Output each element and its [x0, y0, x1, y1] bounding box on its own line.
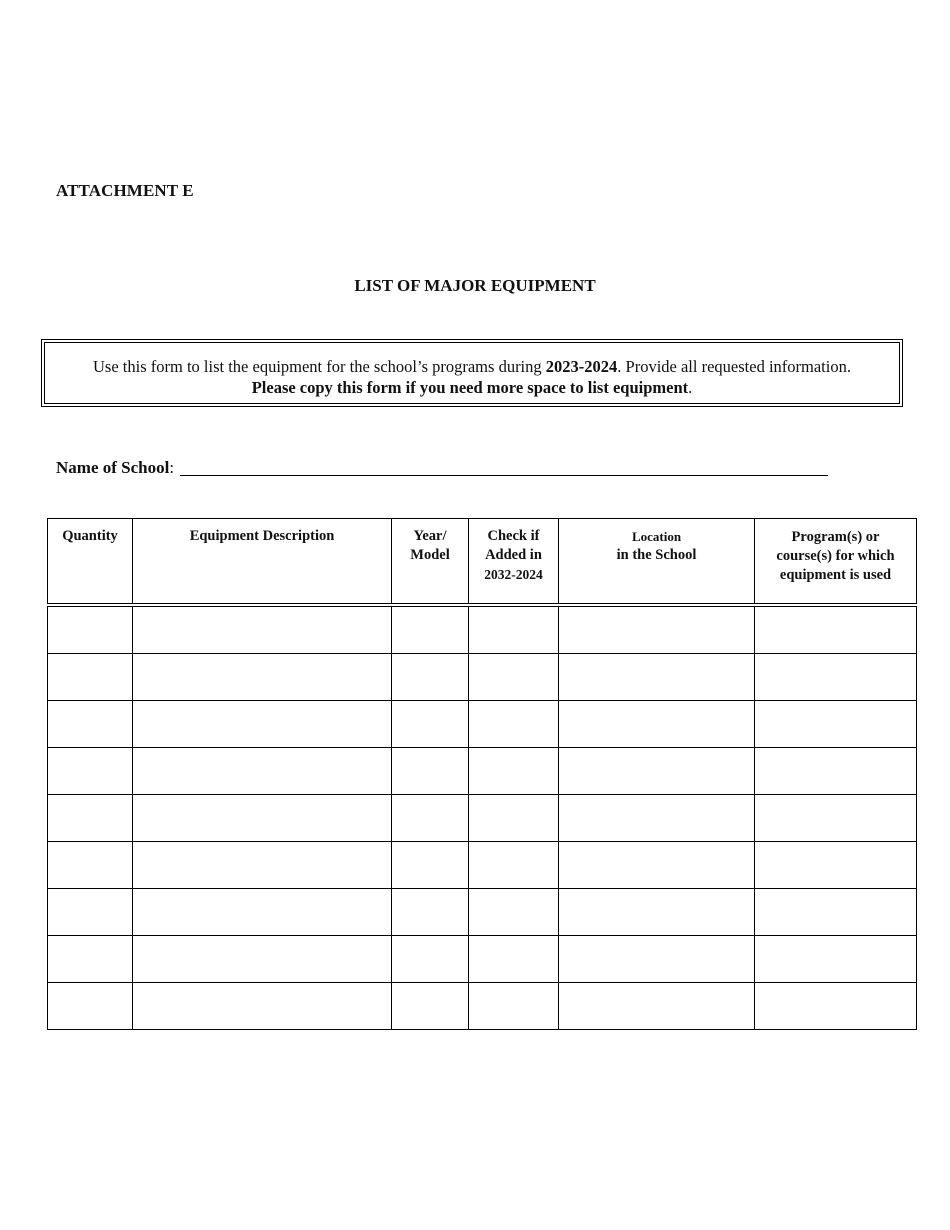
cell-year-model	[392, 982, 469, 1029]
programs-input[interactable]	[755, 654, 916, 700]
cell-check-added	[469, 700, 559, 747]
cell-description	[133, 700, 392, 747]
cell-location	[559, 700, 755, 747]
cell-programs	[755, 605, 917, 654]
cell-location	[559, 605, 755, 654]
check-added-input[interactable]	[469, 607, 558, 653]
check-added-input[interactable]	[469, 983, 558, 1029]
programs-input[interactable]	[755, 936, 916, 982]
cell-description	[133, 982, 392, 1029]
cell-year-model	[392, 653, 469, 700]
cell-check-added	[469, 653, 559, 700]
instructions-line-2: Please copy this form if you need more space to list equipment.	[251, 378, 693, 397]
location-input[interactable]	[559, 701, 754, 747]
location-input[interactable]	[559, 983, 754, 1029]
location-input[interactable]	[559, 748, 754, 794]
table-row	[48, 747, 917, 794]
cell-check-added	[469, 935, 559, 982]
cell-programs	[755, 653, 917, 700]
header-quantity: Quantity	[48, 519, 133, 605]
cell-year-model	[392, 700, 469, 747]
cell-location	[559, 794, 755, 841]
cell-quantity	[48, 700, 133, 747]
cell-description	[133, 653, 392, 700]
cell-quantity	[48, 982, 133, 1029]
school-name-input[interactable]	[180, 455, 828, 476]
description-input[interactable]	[133, 983, 391, 1029]
table-row	[48, 700, 917, 747]
cell-quantity	[48, 888, 133, 935]
quantity-input[interactable]	[48, 701, 132, 747]
location-input[interactable]	[559, 842, 754, 888]
year-model-input[interactable]	[392, 936, 468, 982]
instructions-text	[45, 356, 899, 398]
year-model-input[interactable]	[392, 842, 468, 888]
cell-year-model	[392, 935, 469, 982]
cell-programs	[755, 841, 917, 888]
cell-check-added	[469, 841, 559, 888]
school-name-label: Name of School	[56, 458, 170, 477]
description-input[interactable]	[133, 842, 391, 888]
cell-year-model	[392, 605, 469, 654]
cell-quantity	[48, 653, 133, 700]
header-location: Location in the School	[559, 519, 755, 605]
cell-description	[133, 794, 392, 841]
equipment-table-body	[48, 605, 917, 1030]
description-input[interactable]	[133, 607, 391, 653]
check-added-input[interactable]	[469, 795, 558, 841]
description-input[interactable]	[133, 654, 391, 700]
cell-programs	[755, 935, 917, 982]
header-programs: Program(s) or course(s) for which equipment is used	[755, 519, 917, 605]
cell-programs	[755, 794, 917, 841]
cell-year-model	[392, 841, 469, 888]
cell-quantity	[48, 605, 133, 654]
description-input[interactable]	[133, 889, 391, 935]
programs-input[interactable]	[755, 701, 916, 747]
cell-check-added	[469, 794, 559, 841]
year-model-input[interactable]	[392, 889, 468, 935]
cell-location	[559, 888, 755, 935]
location-input[interactable]	[559, 889, 754, 935]
table-row	[48, 605, 917, 654]
table-row	[48, 794, 917, 841]
location-input[interactable]	[559, 607, 754, 653]
cell-description	[133, 935, 392, 982]
cell-description	[133, 888, 392, 935]
check-added-input[interactable]	[469, 654, 558, 700]
header-year-model: Year/ Model	[392, 519, 469, 605]
cell-quantity	[48, 794, 133, 841]
attachment-label: ATTACHMENT E	[56, 181, 194, 200]
programs-input[interactable]	[755, 983, 916, 1029]
year-model-input[interactable]	[392, 607, 468, 653]
cell-year-model	[392, 888, 469, 935]
year-model-input[interactable]	[392, 654, 468, 700]
table-row	[48, 888, 917, 935]
cell-programs	[755, 888, 917, 935]
program-year: 2023-2024	[545, 357, 618, 376]
cell-check-added	[469, 982, 559, 1029]
equipment-table	[47, 518, 917, 1030]
cell-quantity	[48, 841, 133, 888]
programs-input[interactable]	[755, 889, 916, 935]
cell-description	[133, 841, 392, 888]
quantity-input[interactable]	[48, 607, 132, 653]
header-equipment-description: Equipment Description	[133, 519, 392, 605]
quantity-input[interactable]	[48, 842, 132, 888]
quantity-input[interactable]	[48, 748, 132, 794]
quantity-input[interactable]	[48, 889, 132, 935]
location-input[interactable]	[559, 936, 754, 982]
cell-quantity	[48, 747, 133, 794]
cell-programs	[755, 700, 917, 747]
description-input[interactable]	[133, 936, 391, 982]
programs-input[interactable]	[755, 795, 916, 841]
description-input[interactable]	[133, 701, 391, 747]
cell-programs	[755, 747, 917, 794]
cell-year-model	[392, 794, 469, 841]
page-title: LIST OF MAJOR EQUIPMENT	[354, 276, 596, 295]
location-input[interactable]	[559, 654, 754, 700]
table-row	[48, 653, 917, 700]
cell-programs	[755, 982, 917, 1029]
programs-input[interactable]	[755, 748, 916, 794]
instructions-box	[41, 339, 903, 407]
year-model-input[interactable]	[392, 701, 468, 747]
cell-location	[559, 747, 755, 794]
instructions-line-1: Use this form to list the equipment for the school’s programs during 2023-2024. Provide all requested information.	[93, 357, 851, 376]
check-added-input[interactable]	[469, 936, 558, 982]
cell-location	[559, 841, 755, 888]
description-input[interactable]	[133, 748, 391, 794]
cell-location	[559, 653, 755, 700]
table-row	[48, 841, 917, 888]
quantity-input[interactable]	[48, 983, 132, 1029]
table-header-row	[48, 519, 917, 605]
cell-location	[559, 982, 755, 1029]
description-input[interactable]	[133, 795, 391, 841]
check-added-input[interactable]	[469, 889, 558, 935]
cell-check-added	[469, 605, 559, 654]
quantity-input[interactable]	[48, 936, 132, 982]
check-added-input[interactable]	[469, 748, 558, 794]
cell-quantity	[48, 935, 133, 982]
header-check-if-added: Check if Added in 2032-2024	[469, 519, 559, 605]
cell-check-added	[469, 747, 559, 794]
table-row	[48, 982, 917, 1029]
cell-description	[133, 747, 392, 794]
school-name-row: Name of School :	[56, 455, 828, 478]
programs-input[interactable]	[755, 607, 916, 653]
cell-check-added	[469, 888, 559, 935]
location-input[interactable]	[559, 795, 754, 841]
quantity-input[interactable]	[48, 795, 132, 841]
table-row	[48, 935, 917, 982]
cell-description	[133, 605, 392, 654]
quantity-input[interactable]	[48, 654, 132, 700]
year-model-input[interactable]	[392, 795, 468, 841]
programs-input[interactable]	[755, 842, 916, 888]
check-added-input[interactable]	[469, 701, 558, 747]
check-added-input[interactable]	[469, 842, 558, 888]
year-model-input[interactable]	[392, 748, 468, 794]
cell-location	[559, 935, 755, 982]
cell-year-model	[392, 747, 469, 794]
year-model-input[interactable]	[392, 983, 468, 1029]
